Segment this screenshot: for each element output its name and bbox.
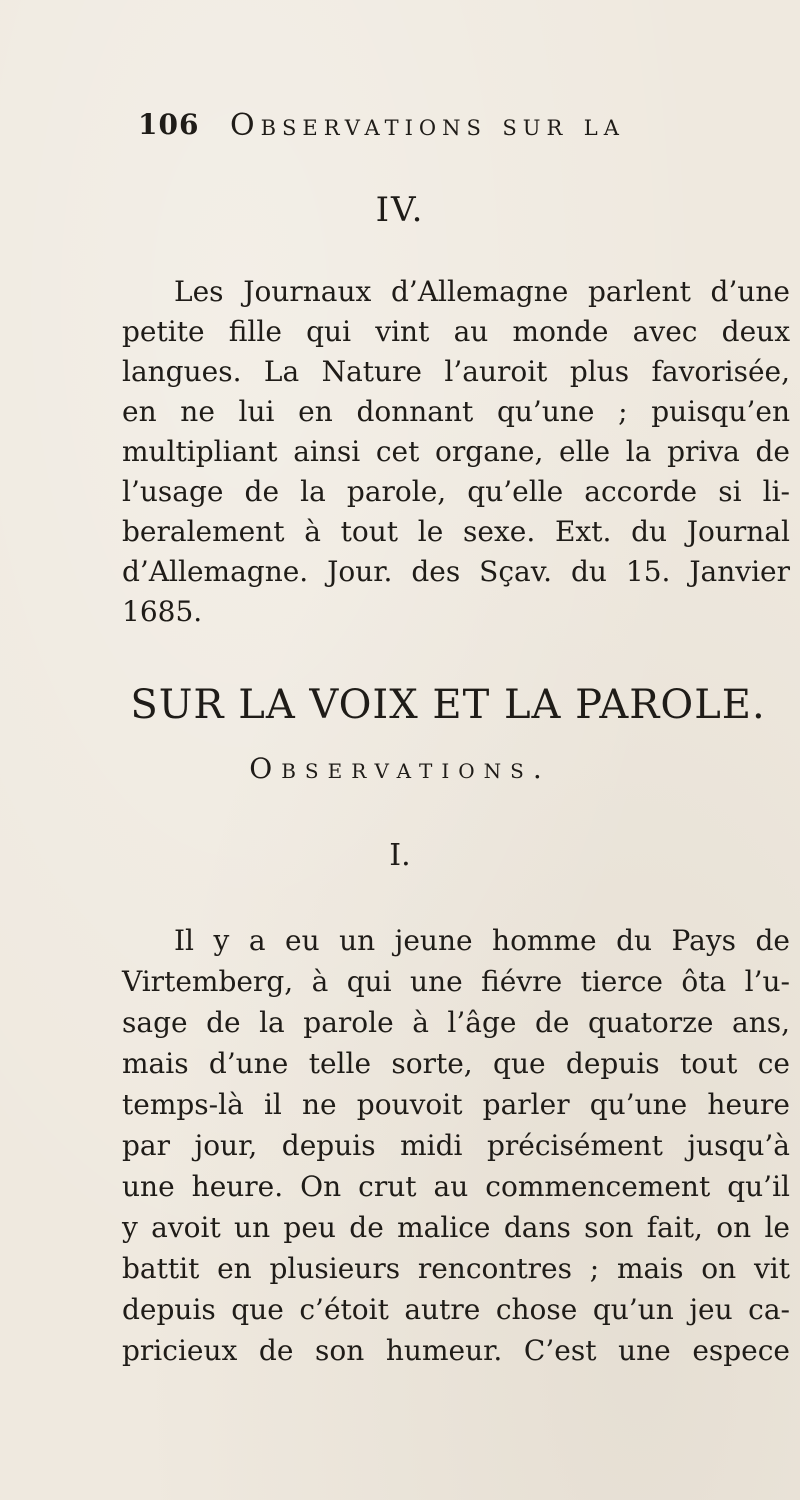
section-number-iv: IV. [375,190,425,230]
text-line: langues. La Nature l’auroit plus favorisée, [122,355,790,388]
text-line: sage de la parole à l’âge de quatorze ans, [122,1006,790,1039]
chapter-heading: SUR LA VOIX ET LA PAROLE. [130,682,766,728]
text-line: multipliant ainsi cet organe, elle la priva de [122,435,790,468]
text-line: pricieux de son humeur. C’est une espece [122,1334,790,1367]
text-line: petite fille qui vint au monde avec deux [122,315,790,348]
chapter-subheading: Observations. [249,752,551,785]
text-line: Il y a eu un jeune homme du Pays de [174,924,790,957]
text-line: depuis que c’étoit autre chose qu’un jeu ca- [122,1293,790,1326]
text-line: beralement à tout le sexe. Ext. du Journal [122,515,790,548]
running-head [138,108,728,152]
text-line: Virtemberg, à qui une fiévre tierce ôta l’u- [122,965,790,998]
text-line: mais d’une telle sorte, que depuis tout ce [122,1047,790,1080]
text-line: temps-là il ne pouvoit parler qu’une heure [122,1088,790,1121]
text-line: par jour, depuis midi précisément jusqu’à [122,1129,790,1162]
text-line: une heure. On crut au commencement qu’il [122,1170,790,1203]
text-line: en ne lui en donnant qu’une ; puisqu’en [122,395,790,428]
text-line: y avoit un peu de malice dans son fait, on le [122,1211,790,1244]
text-line: d’Allemagne. Jour. des Sçav. du 15. Janvier [122,555,790,588]
running-title: Observations sur la [230,108,625,143]
paragraph-iv [122,272,790,632]
text-line: Les Journaux d’Allemagne parlent d’une [174,275,790,308]
page-number: 106 [138,108,200,141]
section-number-i: I. [389,838,411,873]
text-line: l’usage de la parole, qu’elle accorde si li- [122,475,790,508]
text-line: 1685. [122,595,203,628]
text-line: battit en plusieurs rencontres ; mais on vit [122,1252,790,1285]
paragraph-i [122,920,790,1371]
